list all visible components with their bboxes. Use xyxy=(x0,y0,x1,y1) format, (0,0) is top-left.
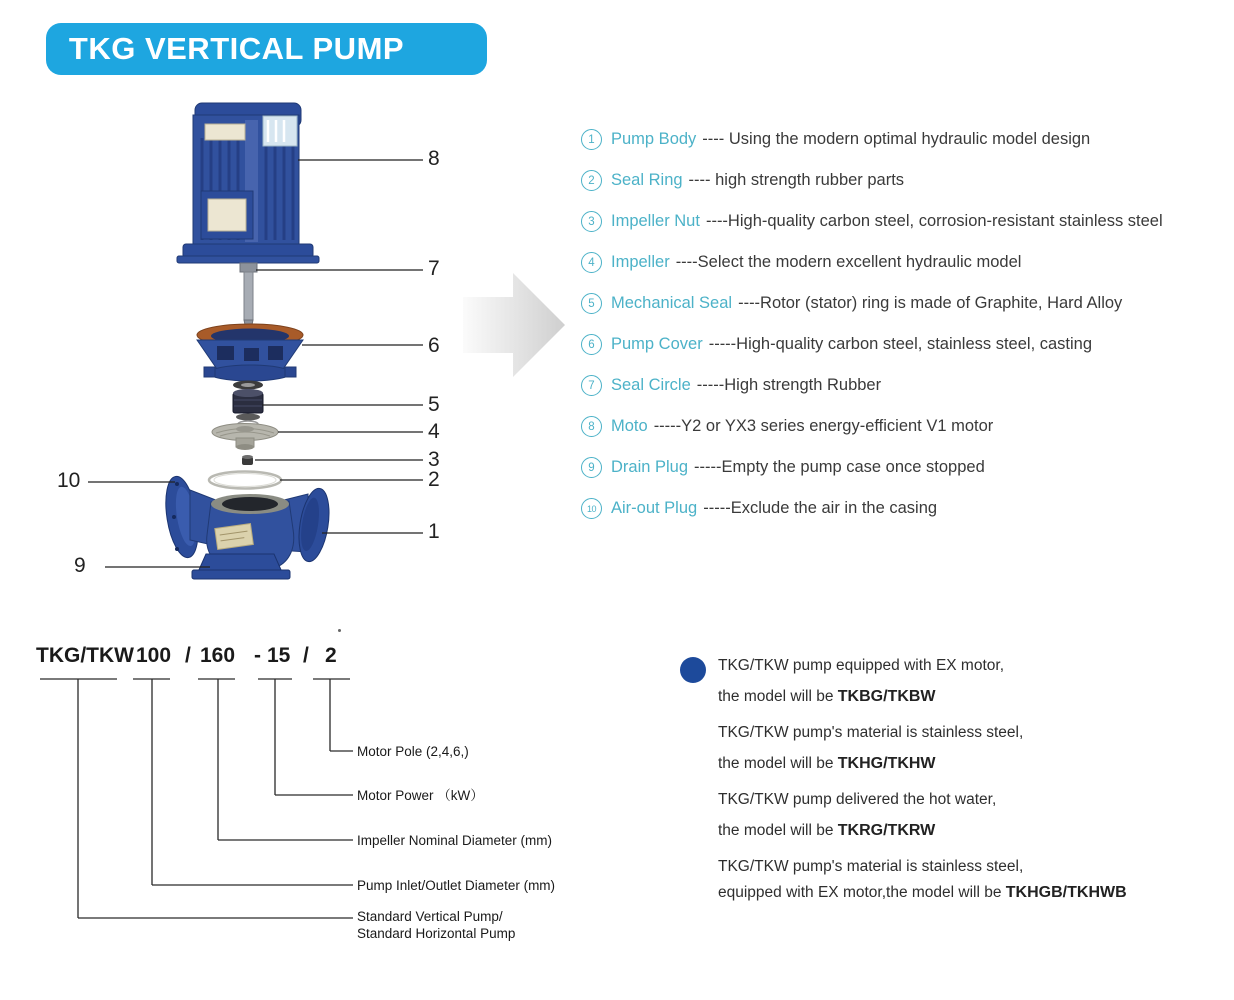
list-item xyxy=(581,447,1163,488)
note-prefix: equipped with EX motor,the model will be xyxy=(718,884,1006,901)
note-line xyxy=(718,687,1223,706)
list-item xyxy=(581,365,1163,406)
part-description: ----High-quality carbon steel, corrosion-resistant stainless steel xyxy=(705,212,1163,230)
circled-number-icon: 10 xyxy=(581,498,602,519)
part-description: -----Exclude the air in the casing xyxy=(703,499,938,517)
list-item xyxy=(581,242,1163,283)
label-pump-type xyxy=(357,908,515,942)
part-name: Mechanical Seal xyxy=(611,294,733,312)
circled-number-icon: 6 xyxy=(581,334,602,355)
circled-number-icon: 2 xyxy=(581,170,602,191)
note-line xyxy=(718,754,1223,773)
part-description: -----High-quality carbon steel, stainless steel, casting xyxy=(708,335,1093,353)
motor-illustration xyxy=(177,103,319,263)
label-pump-type-line1: Standard Vertical Pump/ xyxy=(357,909,503,924)
parts-list xyxy=(581,119,1163,529)
pump-cover-illustration xyxy=(197,324,303,381)
mechanical-seal-illustration xyxy=(233,381,263,428)
note-prefix: the model will be xyxy=(718,822,838,839)
list-item xyxy=(581,201,1163,242)
note-model-code: TKHGB/TKHWB xyxy=(1005,884,1127,901)
note-prefix: the model will be xyxy=(718,688,838,705)
variant-notes xyxy=(718,656,1223,902)
part-description: -----High strength Rubber xyxy=(696,376,882,394)
circled-number-icon: 7 xyxy=(581,375,602,396)
impeller-nut-illustration xyxy=(242,455,253,465)
callout-6: 6 xyxy=(428,334,440,357)
circled-number-icon: 4 xyxy=(581,252,602,273)
impeller-illustration xyxy=(212,424,278,451)
scan-speck xyxy=(338,629,341,632)
note-prefix: the model will be xyxy=(718,755,838,772)
seal-ring-illustration xyxy=(209,472,281,489)
part-name: Air-out Plug xyxy=(611,499,698,517)
note-line xyxy=(718,883,1223,902)
part-description: ----Rotor (stator) ring is made of Graphite, Hard Alloy xyxy=(738,294,1123,312)
list-item xyxy=(581,283,1163,324)
circled-number-icon: 5 xyxy=(581,293,602,314)
part-name: Impeller Nut xyxy=(611,212,700,230)
part-name: Moto xyxy=(611,417,648,435)
page-title: TKG VERTICAL PUMP xyxy=(68,31,405,66)
label-pump-type-line2: Standard Horizontal Pump xyxy=(357,926,516,941)
callout-1: 1 xyxy=(428,520,440,543)
note-line: TKG/TKW pump's material is stainless steel, xyxy=(718,858,1024,875)
pump-exploded-diagram xyxy=(30,88,460,598)
bullet-icon xyxy=(680,657,706,683)
list-item xyxy=(581,160,1163,201)
part-name: Pump Body xyxy=(611,130,697,148)
circled-number-icon: 9 xyxy=(581,457,602,478)
note-model-code: TKHG/TKHW xyxy=(837,755,936,772)
model-code-slash2: / xyxy=(303,644,309,667)
part-name: Drain Plug xyxy=(611,458,689,476)
label-impeller-diameter: Impeller Nominal Diameter (mm) xyxy=(357,833,553,848)
part-description: -----Empty the pump case once stopped xyxy=(694,458,985,476)
list-item xyxy=(581,406,1163,447)
part-name: Seal Circle xyxy=(611,376,691,394)
model-code-pole: 2 xyxy=(325,644,337,667)
part-name: Impeller xyxy=(611,253,670,271)
circled-number-icon: 3 xyxy=(581,211,602,232)
list-item xyxy=(581,324,1163,365)
note-line: TKG/TKW pump equipped with EX motor, xyxy=(718,657,1005,674)
model-code-slash: / xyxy=(185,644,191,667)
part-description: ---- Using the modern optimal hydraulic model design xyxy=(702,130,1091,148)
model-code-power: 15 xyxy=(267,644,291,667)
label-motor-pole: Motor Pole (2,4,6,) xyxy=(357,744,469,759)
circled-number-icon: 8 xyxy=(581,416,602,437)
note-model-code: TKRG/TKRW xyxy=(837,822,936,839)
label-inlet-outlet-diameter: Pump Inlet/Outlet Diameter (mm) xyxy=(357,878,556,893)
shaft-illustration xyxy=(240,263,257,334)
pump-body-illustration xyxy=(161,474,334,579)
note-line: TKG/TKW pump delivered the hot water, xyxy=(718,791,997,808)
model-code-dash: - xyxy=(254,644,261,667)
callout-4: 4 xyxy=(428,420,440,443)
callout-8: 8 xyxy=(428,147,440,170)
label-motor-power: Motor Power （kW） xyxy=(357,788,484,803)
part-description: -----Y2 or YX3 series energy-efficient V1 motor xyxy=(653,417,994,435)
callout-7: 7 xyxy=(428,257,440,280)
model-code-impeller: 160 xyxy=(200,644,236,667)
title-banner xyxy=(46,23,487,75)
callout-2: 2 xyxy=(428,468,440,491)
part-description: ---- high strength rubber parts xyxy=(688,171,905,189)
model-code-series: TKG/TKW xyxy=(36,644,134,667)
callout-9: 9 xyxy=(74,554,86,577)
note-line: TKG/TKW pump's material is stainless steel, xyxy=(718,724,1024,741)
callout-10: 10 xyxy=(57,469,81,492)
list-item xyxy=(581,488,1163,529)
callout-5: 5 xyxy=(428,393,440,416)
note-model-code: TKBG/TKBW xyxy=(837,688,936,705)
right-arrow-icon xyxy=(455,262,573,384)
model-code-inlet: 100 xyxy=(136,644,172,667)
part-description: ----Select the modern excellent hydraulic model xyxy=(675,253,1022,271)
part-name: Pump Cover xyxy=(611,335,703,353)
part-name: Seal Ring xyxy=(611,171,683,189)
list-item xyxy=(581,119,1163,160)
circled-number-icon: 1 xyxy=(581,129,602,150)
note-line xyxy=(718,821,1223,840)
callout-3: 3 xyxy=(428,448,440,471)
